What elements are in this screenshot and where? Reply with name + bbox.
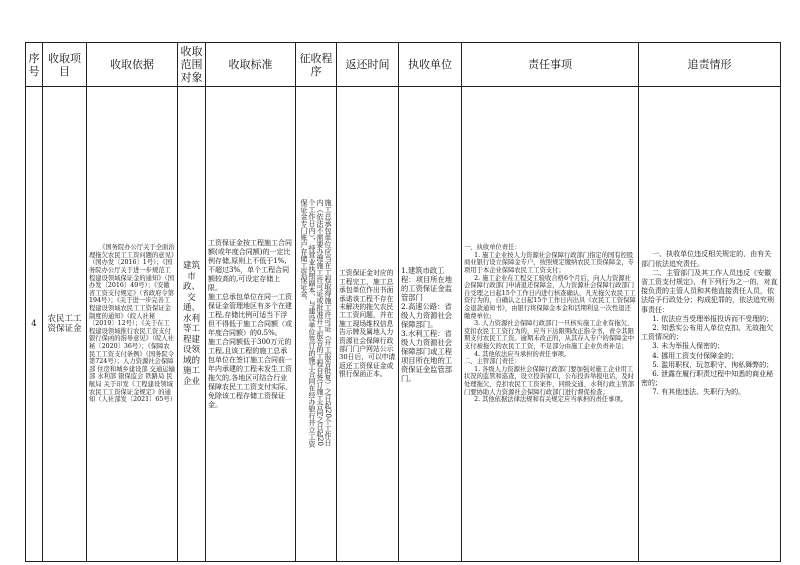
acc-line-9: 7. 有其他违法、失职行为的。 bbox=[652, 388, 746, 397]
header-row bbox=[26, 43, 781, 87]
row-number: 4 bbox=[26, 87, 43, 562]
row-refund-time: 工资保证金对应的工程完工，施工总承包单位作出书面承诺该工程不存在未解决的拖欠农民工工资问题，并在施工现场维权信息告示牌及属地人力资源社会保障行政部门门户网站公示30日后，可以申请返还工资保证金或银行保函正本。 bbox=[337, 87, 399, 562]
acc-line-2: 二、主管部门及其工作人员违反《安徽省工资支付规定》，有下列行为之一的，对直接负责的主管人员和其他直接责任人员，依法给予行政处分；构成犯罪的，依法追究刑事责任： bbox=[641, 268, 778, 314]
header-no: 序号 bbox=[26, 43, 43, 87]
row-standard bbox=[206, 87, 296, 562]
acc-line-1: 一、执收单位违反相关规定的，由有关部门依法追究责任。 bbox=[641, 250, 772, 268]
standard-para-1: 工资保证金按工程施工合同额(或年度合同额)的一定比例存储,原则上不低于1%,不超过3%，单个工程合同额较高的,可设定存储上限。 bbox=[208, 238, 292, 292]
unit-line-3: 3.水利工程：省级人力资源社会保障部门或工程项目所在地的工资保证金监管部门。 bbox=[401, 328, 453, 383]
acc-line-4: 2. 知悉实公布用人单位克扣、无故拖欠工资情况的； bbox=[641, 324, 774, 342]
row-unit bbox=[399, 87, 462, 562]
header-basis: 收取依据 bbox=[87, 43, 178, 87]
header-item: 收取项目 bbox=[43, 43, 87, 87]
resp-line-4: 3. 人力资源社会保障行政部门一旦核实施工企业有拖欠、克扣农民工工资行为的，应当下达限期改正指令书，责令其限期支付农民工工资。逾期未改正的，从其存入专户的保障金中支付被拖欠的农民工工资，不足部分由施工企业负责补足； bbox=[464, 320, 635, 350]
row-basis bbox=[87, 87, 178, 562]
standard-para-2: 施工总承包单位在同一工资保证金管理地区有多个在建工程,存储比例可适当下浮但不得低于施工合同额（或年度合同额）的0.5%。 bbox=[208, 292, 292, 337]
unit-line-2: 2.高速公路：省级人力资源社会保障部门。 bbox=[401, 301, 453, 329]
row-item: 农民工工资保证金 bbox=[43, 87, 87, 562]
fee-collection-table bbox=[25, 42, 781, 562]
resp-line-6: 二、主管部门责任： bbox=[464, 358, 521, 366]
resp-line-2: 1. 施工企业按人力资源社会保障行政部门指定的国有控股商业银行设立保障金专户，按照规定缴纳农民工资保障金，专项用于本企业保障农民工工资支付； bbox=[464, 251, 635, 275]
header-responsibility: 责任事项 bbox=[462, 43, 639, 87]
resp-line-7: 1. 各级人力资源社会保障行政部门要加强对施工企业用工状况的监管和巡查，设立投诉窗口，公布投诉举报电话，及时处理拖欠、克扣农民工工资案件，同级交通、水利行政主管部门要协助人力资源社会保障行政部门进行督促检查； bbox=[464, 365, 635, 396]
resp-line-3: 2. 施工企业在工程交工验收合格6个月后，向人力资源社会保障行政部门申请退还保障金，人力资源社会保障行政部门自受理之日起15个工作日内进行核查确认，凡无拖欠农民工工资行为的，自确认之日起15个工作日内出具《农民工工资保障金退款通知书》，由银行将保障金本金和活期利息一次性退还缴费单位; bbox=[464, 274, 636, 320]
resp-line-5: 4. 其他依法应当承担的责任事项。 bbox=[474, 350, 571, 358]
header-unit: 执收单位 bbox=[399, 43, 462, 87]
basis-text: 《国务院办公厅关于全面治理拖欠农民工工资问题的意见》（国办发〔2016〕1号）；《国务院办公厅关于进一步规范工程建设领域保证金的通知》（国办发〔2016〕49号）；《安徽省工资支付规定》（省政府令第194号）；《关于进一步完善工程建设领域农民工工资保证金制度的通知》（皖人社秘〔2019〕12号）；《关于在工程建设领域推行农民工资支付银行保函的指导意见》（皖人社秘〔2020〕36号）；《保障农民工工资支付条例》（国务院令第724号）；人力资源社会保障部 住房和城乡建设部 交通运输部 水利部 银保监会 铁路局 民航局 关于印发《工程建设领域农民工工资保证金规定》的通知（人社部发〔2021〕65号） bbox=[89, 244, 177, 404]
resp-line-8: 2. 其他依据法律法规和有关规定应当承担的责任事项。 bbox=[474, 396, 627, 404]
row-responsibility bbox=[462, 87, 639, 562]
header-procedure: 征收程序 bbox=[296, 43, 337, 87]
header-refund-time: 返还时间 bbox=[337, 43, 399, 87]
unit-line-1: 1.建筑市政工程：项目所在地的工资保证金监管部门 bbox=[401, 265, 453, 302]
standard-para-3: 施工合同额低于300万元的工程,且该工程的施工总承包单位在签订施工合同前一年内承建的工程未发生工资拖欠的,各地区可结合行业保障农民工工资支付实际，免除该工程存储工资保证金。 bbox=[208, 337, 292, 409]
procedure-text: 施工总承包单位应当在工程取得施工许可证（开工报告批复）之日起20个工作日内（依法不需要办理施工许可证或批准开工报告的工程自签订施工合同之日起20个工作日内），持营业执照副本、与建设单位签订的施工合同在经办银行开立工资保证金专门账户存储工资保证金。 bbox=[300, 199, 332, 448]
acc-line-5: 3. 未为举报人保密的； bbox=[652, 342, 725, 351]
table-row bbox=[26, 87, 781, 562]
header-accountability: 追责情形 bbox=[639, 43, 781, 87]
header-scope: 收取范围对象 bbox=[178, 43, 206, 87]
row-procedure bbox=[296, 87, 337, 562]
acc-line-8: 6. 泄露在履行职责过程中知悉的商业秘密的； bbox=[641, 370, 774, 388]
acc-line-6: 4. 挪用工资支付保障金的； bbox=[652, 351, 739, 360]
acc-line-3: 1. 依法应当受理举报投诉而不受理的； bbox=[652, 314, 774, 323]
acc-line-7: 5. 滥用职权、玩忽职守、徇私舞弊的； bbox=[652, 360, 774, 369]
resp-line-1: 一、执收单位责任： bbox=[464, 244, 521, 252]
header-standard: 收取标准 bbox=[206, 43, 296, 87]
row-scope: 建筑市政、交通、水利等工程建设领域的施工企业 bbox=[178, 87, 206, 562]
row-accountability bbox=[639, 87, 781, 562]
